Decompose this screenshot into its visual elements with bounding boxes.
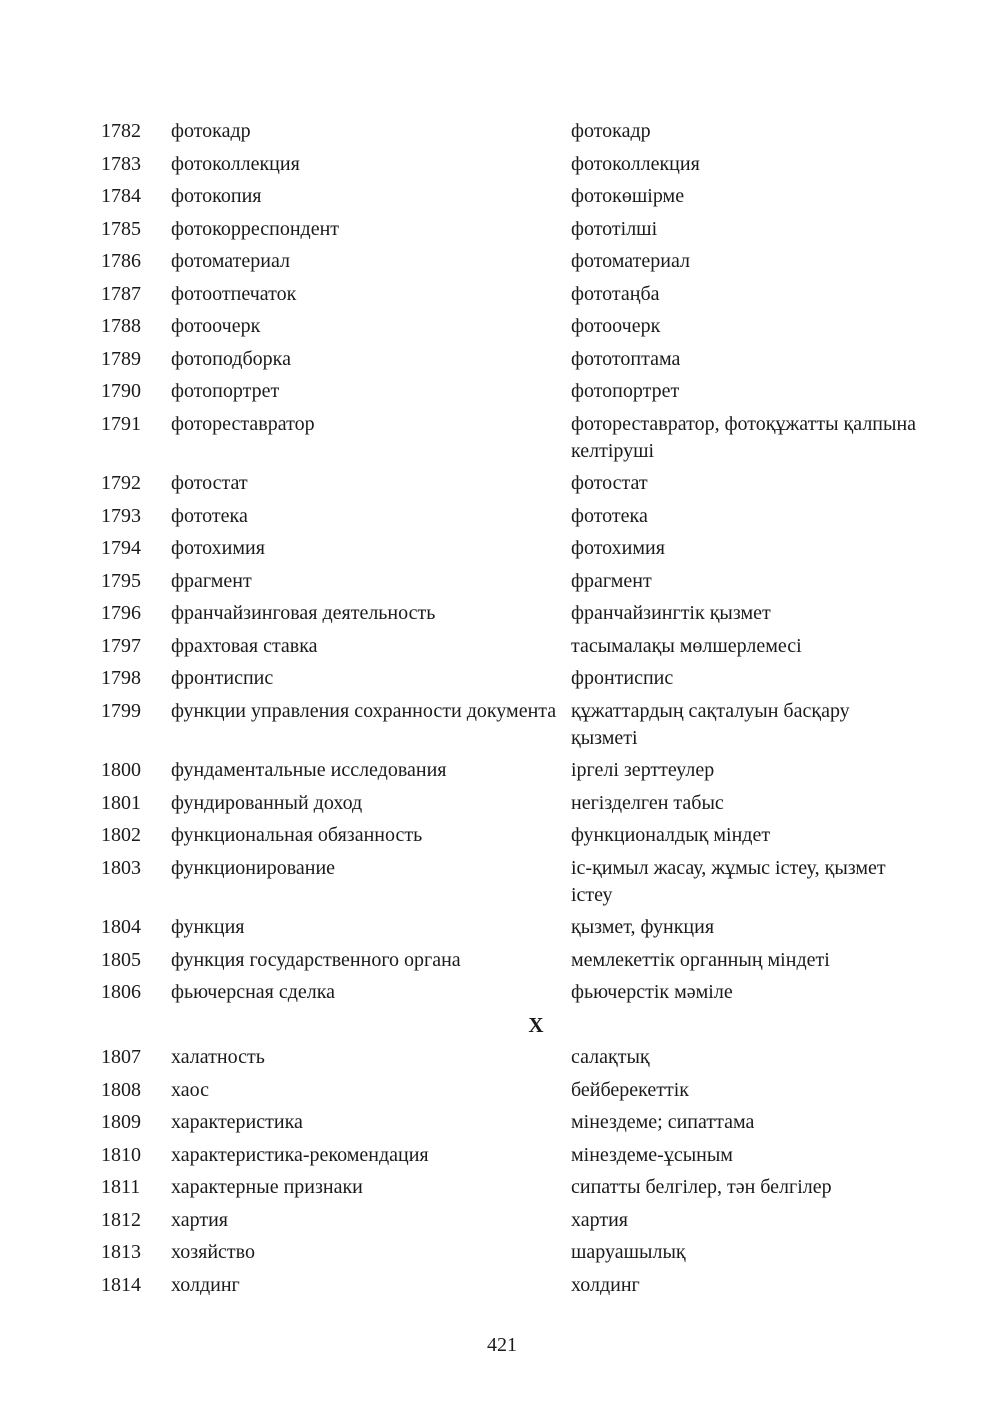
glossary-row: [101, 1272, 921, 1305]
kazakh-term: фототоптама: [571, 347, 681, 370]
kazakh-term: құжаттардың сақталуын басқару қызметі: [571, 699, 850, 749]
russian-term: халатность: [171, 1046, 265, 1068]
glossary-row: [101, 1077, 921, 1110]
kazakh-term: фотореставратор, фотоқұжатты қалпына келтіруші: [571, 412, 917, 462]
russian-term: фотореставратор: [171, 412, 315, 435]
kazakh-term: іргелі зерттеулер: [571, 759, 715, 781]
russian-term: фотостат: [171, 472, 248, 494]
entry-number: 1813: [101, 1241, 141, 1263]
russian-term: хозяйство: [171, 1241, 255, 1263]
russian-term: фотоподборка: [171, 347, 291, 370]
glossary-row: [101, 1109, 921, 1142]
kazakh-term: фьючерстік мәміле: [571, 981, 733, 1003]
entry-number: 1808: [101, 1078, 141, 1101]
glossary-row: [101, 346, 921, 379]
kazakh-term: мінездеме-ұсыным: [571, 1143, 733, 1166]
glossary-row: [101, 1239, 921, 1272]
glossary-row: [101, 535, 921, 568]
glossary-row: [101, 281, 921, 314]
kazakh-term: салақтық: [571, 1046, 650, 1068]
entry-number: 1784: [101, 185, 141, 207]
kazakh-term: фототаңба: [571, 282, 660, 305]
russian-term: фототека: [171, 504, 248, 527]
russian-term: фотопортрет: [171, 380, 280, 402]
glossary-row: [101, 633, 921, 666]
glossary-row: [101, 947, 921, 980]
glossary-row: [101, 183, 921, 216]
russian-term: франчайзинговая деятельность: [171, 602, 436, 624]
glossary-row: [101, 378, 921, 411]
kazakh-term: фотоколлекция: [571, 152, 700, 175]
russian-term: фотокадр: [171, 120, 251, 142]
kazakh-term: іс-қимыл жасау, жұмыс істеу, қызмет істеу: [571, 856, 886, 906]
entry-number: 1806: [101, 981, 141, 1003]
russian-term: фотокопия: [171, 185, 262, 207]
entry-number: 1797: [101, 634, 141, 657]
russian-term: фрагмент: [171, 569, 252, 592]
glossary-row: [101, 1044, 921, 1077]
entry-number: 1782: [101, 120, 141, 142]
entry-number: 1786: [101, 250, 141, 272]
entry-number: 1793: [101, 504, 141, 527]
glossary-row: [101, 665, 921, 698]
russian-term: характеристика: [171, 1111, 303, 1133]
russian-term: характеристика-рекомендация: [171, 1143, 429, 1166]
kazakh-term: сипатты белгілер, тән белгілер: [571, 1176, 832, 1198]
glossary-row: [101, 1174, 921, 1207]
kazakh-term: холдинг: [571, 1273, 640, 1296]
kazakh-term: фотоочерк: [571, 315, 661, 337]
kazakh-term: бейберекеттік: [571, 1078, 690, 1101]
glossary-row: [101, 313, 921, 346]
russian-term: фотоочерк: [171, 315, 261, 337]
glossary-row: [101, 822, 921, 855]
glossary-row: [101, 757, 921, 790]
kazakh-term: фронтиспис: [571, 667, 674, 689]
entry-number: 1791: [101, 412, 141, 435]
glossary-row: [101, 470, 921, 503]
kazakh-term: мінездеме; сипаттама: [571, 1111, 755, 1133]
russian-term: хаос: [171, 1078, 209, 1101]
russian-term: фотоколлекция: [171, 152, 300, 175]
entry-number: 1788: [101, 315, 141, 337]
russian-term: фотоотпечаток: [171, 282, 297, 305]
kazakh-term: фотокөшірме: [571, 185, 685, 207]
russian-term: фундаментальные исследования: [171, 759, 447, 781]
kazakh-term: негізделген табыс: [571, 791, 724, 814]
entry-number: 1794: [101, 537, 141, 559]
kazakh-term: хартия: [571, 1208, 628, 1231]
glossary-row: [101, 411, 921, 471]
entry-number: 1792: [101, 472, 141, 494]
glossary-row: [101, 248, 921, 281]
russian-term: фронтиспис: [171, 667, 274, 689]
kazakh-term: фотостат: [571, 472, 648, 494]
entry-number: 1795: [101, 569, 141, 592]
russian-term: фьючерсная сделка: [171, 981, 336, 1003]
kazakh-term: функционалдық міндет: [571, 824, 771, 846]
glossary-row: [101, 151, 921, 184]
entry-number: 1799: [101, 699, 141, 722]
russian-term: фотокорреспондент: [171, 217, 340, 240]
entry-number: 1796: [101, 602, 141, 624]
russian-term: хартия: [171, 1208, 228, 1231]
entry-number: 1787: [101, 282, 141, 305]
glossary-row: [101, 790, 921, 823]
glossary-row: [101, 1142, 921, 1175]
kazakh-term: фотокадр: [571, 120, 651, 142]
glossary-row: [101, 568, 921, 601]
entry-number: 1783: [101, 152, 141, 175]
section-letter-heading: Х: [528, 1012, 544, 1037]
entry-number: 1800: [101, 759, 141, 781]
entry-number: 1790: [101, 380, 141, 402]
entry-number: 1803: [101, 856, 141, 879]
entry-number: 1812: [101, 1208, 141, 1231]
russian-term: функциональная обязанность: [171, 824, 423, 846]
russian-term: функционирование: [171, 856, 336, 879]
entry-number: 1804: [101, 916, 141, 938]
entry-number: 1810: [101, 1143, 141, 1166]
kazakh-term: фрагмент: [571, 569, 652, 592]
glossary-table: [101, 118, 921, 1304]
entry-number: 1801: [101, 791, 141, 814]
glossary-row: [101, 855, 921, 915]
kazakh-term: франчайзингтік қызмет: [571, 602, 771, 624]
russian-term: фотохимия: [171, 537, 265, 559]
entry-number: 1809: [101, 1111, 141, 1133]
russian-term: функции управления сохранности документа: [171, 699, 557, 722]
glossary-row: [101, 1207, 921, 1240]
russian-term: фотоматериал: [171, 250, 291, 272]
russian-term: холдинг: [171, 1273, 240, 1296]
russian-term: характерные признаки: [171, 1176, 363, 1198]
glossary-row: [101, 216, 921, 249]
page-number: 421: [487, 1334, 517, 1356]
kazakh-term: шаруашылық: [571, 1241, 686, 1263]
kazakh-term: фотохимия: [571, 537, 665, 559]
entry-number: 1811: [101, 1176, 141, 1198]
russian-term: функция государственного органа: [171, 948, 461, 971]
glossary-row: [101, 118, 921, 151]
glossary-row: [101, 698, 921, 758]
glossary-row: [101, 600, 921, 633]
kazakh-term: тасымалақы мөлшерлемесі: [571, 634, 802, 657]
entry-number: 1798: [101, 667, 141, 689]
kazakh-term: фотопортрет: [571, 380, 680, 402]
kazakh-term: фототека: [571, 504, 648, 527]
entry-number: 1814: [101, 1273, 141, 1296]
kazakh-term: фототілші: [571, 217, 658, 240]
entry-number: 1802: [101, 824, 141, 846]
entry-number: 1785: [101, 217, 141, 240]
russian-term: фундированный доход: [171, 791, 363, 814]
kazakh-term: мемлекеттік органның міндеті: [571, 948, 830, 971]
kazakh-term: қызмет, функция: [571, 916, 715, 938]
glossary-row: [101, 979, 921, 1012]
russian-term: фрахтовая ставка: [171, 634, 318, 657]
glossary-row: [101, 503, 921, 536]
entry-number: 1807: [101, 1046, 141, 1068]
kazakh-term: фотоматериал: [571, 250, 691, 272]
entry-number: 1805: [101, 948, 141, 971]
glossary-row: [101, 914, 921, 947]
entry-number: 1789: [101, 347, 141, 370]
russian-term: функция: [171, 916, 245, 938]
